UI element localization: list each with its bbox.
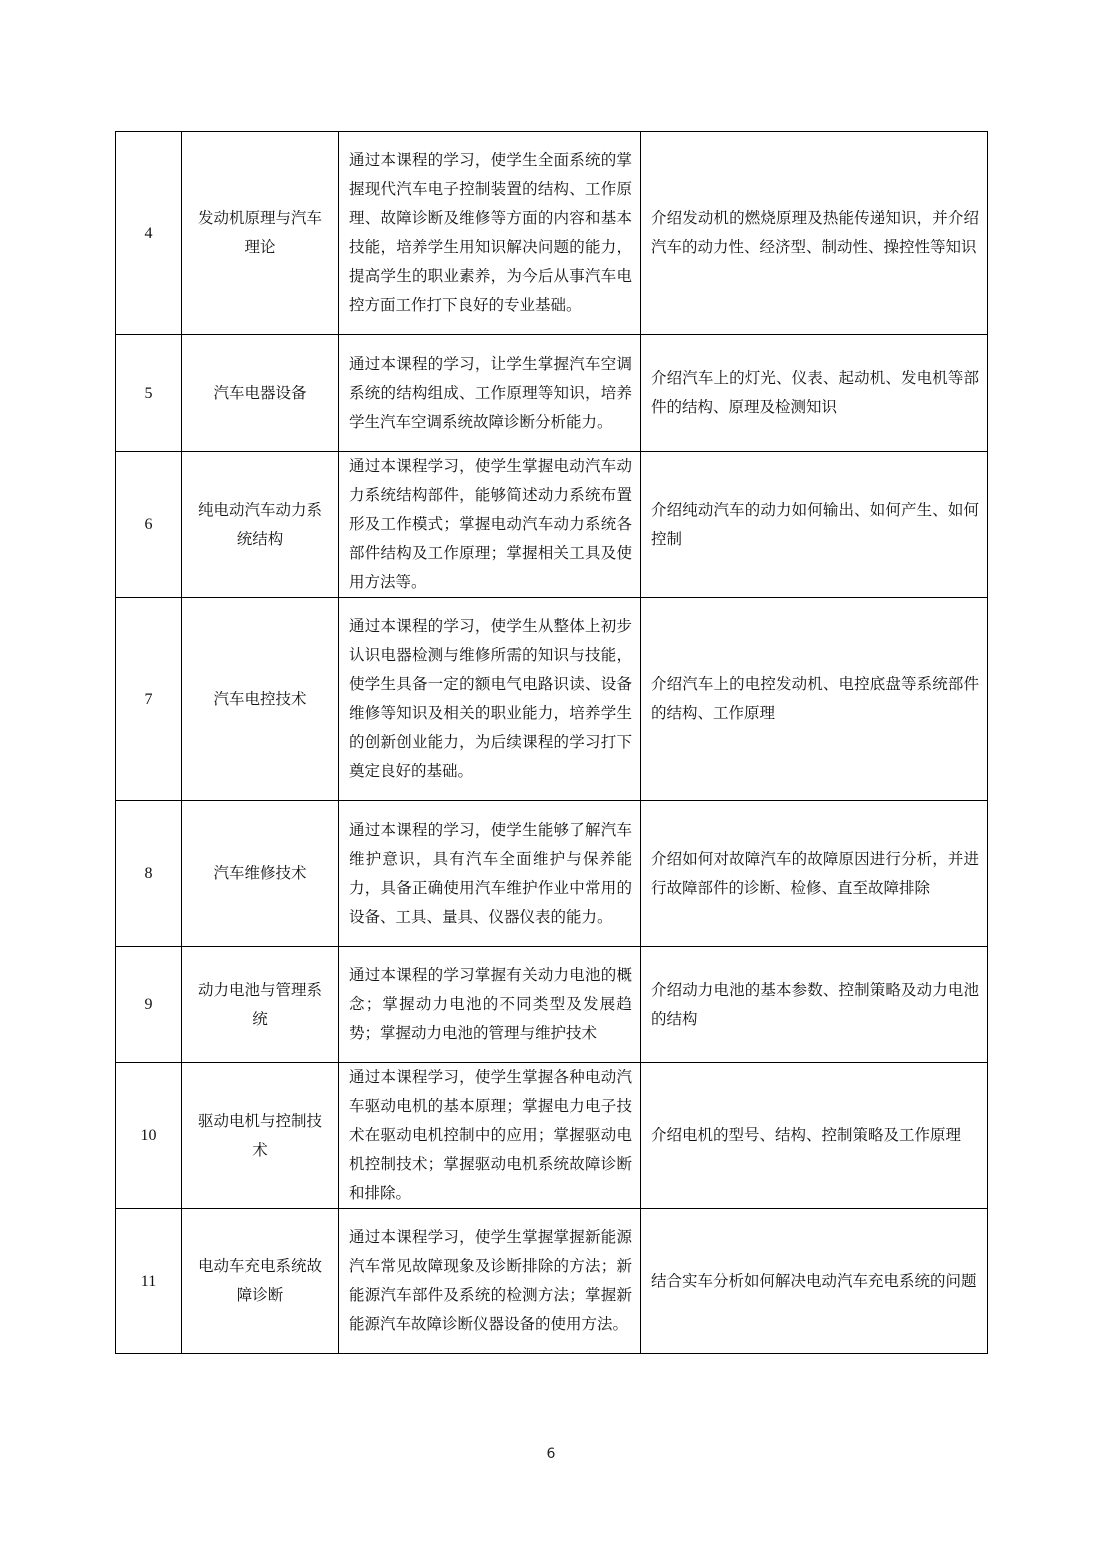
course-number: 7 <box>116 598 182 801</box>
course-number: 11 <box>116 1209 182 1354</box>
table-row <box>116 947 988 1063</box>
course-number: 9 <box>116 947 182 1063</box>
course-number: 5 <box>116 335 182 452</box>
course-number: 4 <box>116 132 182 335</box>
course-goal: 通过本课程学习，使学生掌握电动汽车动力系统结构部件，能够简述动力系统布置形及工作模式；掌握电动汽车动力系统各部件结构及工作原理；掌握相关工具及使用方法等。 <box>339 452 641 598</box>
course-name: 汽车电控技术 <box>182 598 339 801</box>
table-row <box>116 452 988 598</box>
course-name: 汽车维修技术 <box>182 801 339 947</box>
course-content: 介绍如何对故障汽车的故障原因进行分析，并进行故障部件的诊断、检修、直至故障排除 <box>641 801 988 947</box>
course-content: 介绍汽车上的灯光、仪表、起动机、发电机等部件的结构、原理及检测知识 <box>641 335 988 452</box>
course-content: 介绍汽车上的电控发动机、电控底盘等系统部件的结构、工作原理 <box>641 598 988 801</box>
table-row <box>116 1063 988 1209</box>
table-row <box>116 1209 988 1354</box>
course-number: 8 <box>116 801 182 947</box>
course-goal: 通过本课程学习，使学生掌握各种电动汽车驱动电机的基本原理；掌握电力电子技术在驱动电机控制中的应用；掌握驱动电机控制技术；掌握驱动电机系统故障诊断和排除。 <box>339 1063 641 1209</box>
course-name: 驱动电机与控制技术 <box>182 1063 339 1209</box>
table-row <box>116 335 988 452</box>
course-content: 介绍动力电池的基本参数、控制策略及动力电池的结构 <box>641 947 988 1063</box>
course-name: 纯电动汽车动力系统结构 <box>182 452 339 598</box>
course-content: 介绍电机的型号、结构、控制策略及工作原理 <box>641 1063 988 1209</box>
course-content: 介绍纯动汽车的动力如何输出、如何产生、如何控制 <box>641 452 988 598</box>
course-content: 介绍发动机的燃烧原理及热能传递知识，并介绍汽车的动力性、经济型、制动性、操控性等知识 <box>641 132 988 335</box>
course-number: 6 <box>116 452 182 598</box>
table-row <box>116 132 988 335</box>
course-table <box>115 131 988 1354</box>
course-goal: 通过本课程学习，使学生掌握掌握新能源汽车常见故障现象及诊断排除的方法；新能源汽车部件及系统的检测方法；掌握新能源汽车故障诊断仪器设备的使用方法。 <box>339 1209 641 1354</box>
course-goal: 通过本课程的学习，让学生掌握汽车空调系统的结构组成、工作原理等知识，培养学生汽车空调系统故障诊断分析能力。 <box>339 335 641 452</box>
course-goal: 通过本课程的学习，使学生全面系统的掌握现代汽车电子控制装置的结构、工作原理、故障诊断及维修等方面的内容和基本技能，培养学生用知识解决问题的能力，提高学生的职业素养，为今后从事汽车电控方面工作打下良好的专业基础。 <box>339 132 641 335</box>
page-number: 6 <box>546 1446 556 1462</box>
table-row <box>116 801 988 947</box>
table-row <box>116 598 988 801</box>
course-name: 发动机原理与汽车理论 <box>182 132 339 335</box>
course-goal: 通过本课程的学习，使学生能够了解汽车维护意识，具有汽车全面维护与保养能力，具备正确使用汽车维护作业中常用的设备、工具、量具、仪器仪表的能力。 <box>339 801 641 947</box>
course-goal: 通过本课程的学习掌握有关动力电池的概念；掌握动力电池的不同类型及发展趋势；掌握动力电池的管理与维护技术 <box>339 947 641 1063</box>
course-name: 电动车充电系统故障诊断 <box>182 1209 339 1354</box>
course-name: 汽车电器设备 <box>182 335 339 452</box>
course-name: 动力电池与管理系统 <box>182 947 339 1063</box>
course-goal: 通过本课程的学习，使学生从整体上初步认识电器检测与维修所需的知识与技能，使学生具备一定的额电气电路识读、设备维修等知识及相关的职业能力，培养学生的创新创业能力，为后续课程的学习打下奠定良好的基础。 <box>339 598 641 801</box>
course-content: 结合实车分析如何解决电动汽车充电系统的问题 <box>641 1209 988 1354</box>
course-number: 10 <box>116 1063 182 1209</box>
